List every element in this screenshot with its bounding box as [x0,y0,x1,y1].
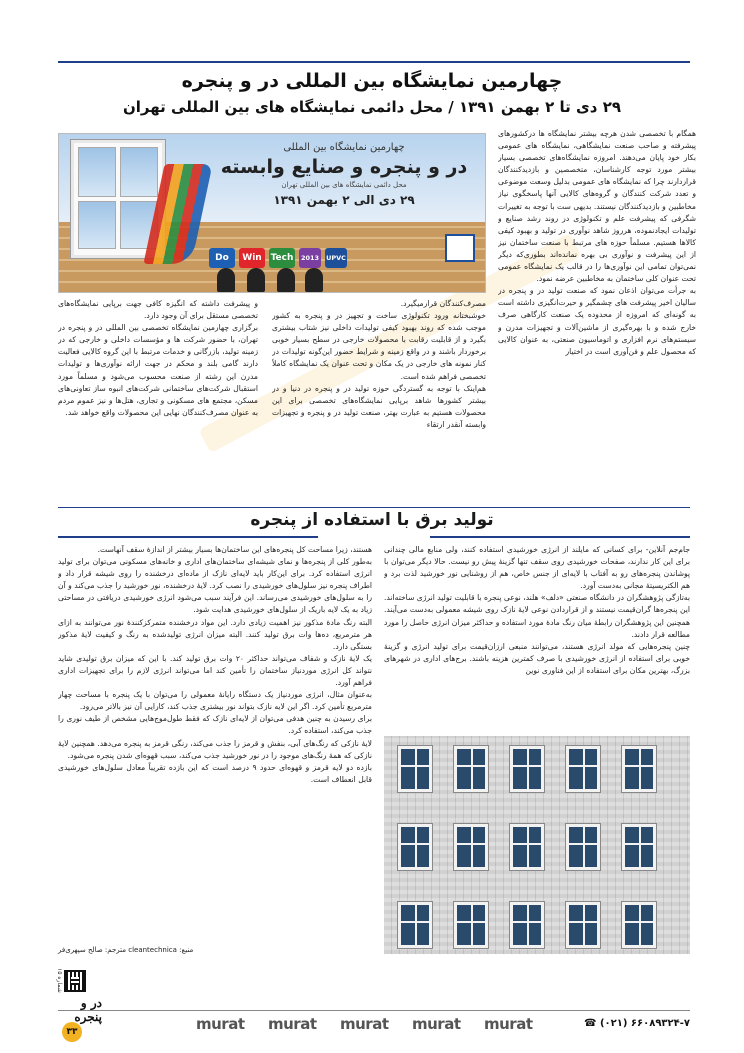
page-title: چهارمین نمایشگاه بین المللی در و پنجره [181,70,563,92]
building-window [454,902,488,948]
brand-text: murat [412,1015,461,1033]
banner-small-title: چهارمین نمایشگاه بین المللی [283,142,405,153]
qr-code-icon [64,970,86,992]
building-window [622,824,656,870]
paragraph: جام‌جم آنلاین- برای کسانی که مایلند از انرژی خورشیدی استفاده کنند، ولی منابع مالی چندانی برای این کار ندارند، صفحات خورشیدی روی سقف تنها گزینهٔ پیش رو نیست. حالا دیگر می‌توان با پوشاندن پنجره‌های رو به آفتاب با لایه‌ای از جنس خاص، هم از روشنایی نور خورشید لذت برد و هم الکتریسیتهٔ مجانی به‌دست آورد. [384,545,690,591]
building-window [510,746,544,792]
person-silhouette [305,268,323,292]
building-window [398,902,432,948]
paragraph: مصرف‌کنندگان قرارمیگیرد. [400,299,486,308]
paragraph: و پیشرفت داشته که انگیزه کافی جهت برپایی نمایشگاه‌های تخصصی مستقل برای آن وجود دارد. [58,299,258,321]
building-window [566,824,600,870]
building-window [566,746,600,792]
brand-text: murat [196,1015,245,1033]
paragraph: البته رنگ مادهٔ مذکور نیز اهمیت زیادی دارد. این مواد درخشنده متمرکزکنندهٔ نور می‌توانند به ازای هر مترمربع، ده‌ها وات برق تولید کنند. البته میزان انرژی تولیدشده به رنگ و کیفیت لایهٔ مذکور بستگی دارد. [58,617,372,651]
building-window [398,824,432,870]
article2-column-left [58,544,372,944]
banner-dates: ۲۹ دی الی ۲ بهمن ۱۳۹۱ [273,193,415,207]
paragraph: همگام با تخصصی شدن هرچه بیشتر نمایشگاه ها درکشورهای پیشرفته و صاحب صنعت نمایشگاهی، نمایشگاه های عمومی بکار خود پایان می‌دهند. امروزه نمایشگاه‌های تخصصی بسیار بیشتر مورد توجه کارشناسان، متخصصین و بازدیدکنندگان قراردارند چرا که نمایشگاه های عمومی بدلیل وسعت موضوعی و تعدد شرکت کنندگان و گروه‌های کالایی آنها پاسخگوی نیاز مخاطبین و بازدیدکنندگان نیستند. بدیهی ست با توجه به تغییرات شگرفی که پیشرفت علم و تکنولوژی در روند رشد صنایع و تولیدات ایجادنموده، هرروز شاهد نوآوری در تولید و بهبود کیفی کالاها هستیم. مسلماً حوزه های مرتبط با صنعت ساختمان نیز از این پیشرفت و نوآوری بی بهره نمانده‌اند بطوری‌که دیگر نمی‌توان تمامی این نوآوری‌ها را در قالب یک نمایشگاه عمومی تحت عنوان کلی ساختمان به مخاطبین عرضه نمود. [498,129,696,284]
brand-logo [196,1015,245,1033]
section-divider [58,507,690,508]
brand-logo [340,1015,389,1033]
window-pane [78,147,116,197]
building-window [510,824,544,870]
article2-title: تولید برق با استفاده از پنجره [250,510,494,530]
article1-column-left [58,298,258,502]
person-silhouette [247,268,265,292]
building-window [566,902,600,948]
brand-logo [268,1015,317,1033]
article1-column-right [498,128,696,502]
chip-win: Win [239,248,265,268]
magazine-name: در و پنجره [74,996,102,1024]
article1-column-center [272,298,486,502]
paragraph: لایهٔ نازکی که رنگ‌های آبی، بنفش و قرمز را جذب می‌کند، رنگی قرمز به پنجره می‌دهد. همچنین لایهٔ نازکی که همهٔ رنگ‌های موجود را در نور خورشید جذب می‌کند، سبب قهوه‌ای شدن پنجره می‌شود. [58,738,372,760]
building-facade-photo [384,736,690,954]
chip-year: 2013 [299,248,321,268]
banner-venue: محل دائمی نمایشگاه های بین المللی تهران [281,181,407,189]
building-window [510,902,544,948]
paragraph: به جرأت می‌توان اذعان نمود که صنعت تولید در و پنجره در سالیان اخیر پیشرفت های چشمگیر و حیرت‌انگیزی داشته است به گونه‌ای که امروزه از محدوده یک صنعت کارگاهی صرف خارج شده و با بهره‌گیری از ماشین‌آلات و تجهیزات مدرن و سیستم‌های نرم افزاری و اتوماسیون صنعتی، به عنوان کالایی که محصول علم و فن‌آوری است در اختیار [498,286,696,356]
brand-text: murat [268,1015,317,1033]
paragraph: به‌طور کلی از پنجره‌ها و نمای شیشه‌ای ساختمان‌های اداری و خانه‌های مسکونی می‌توان برای تولید انرژی استفاده کرد. برای این‌کار باید لایه‌ای نازک از ماده‌ای درخشنده را روی شیشه قرار داد و اطراف پنجره نیز سلول‌های خورشیدی را نصب کرد. لایهٔ درخشنده، نور خورشید را جذب می‌کند و آن را به سلول‌های خورشیدی می‌رساند. این فرآیند سبب می‌شود انرژی خورشیدی دریافتی در مساحتی زیاد به یک لایه باریک از سلول‌های خورشیدی هدایت شود. [58,557,372,615]
building-window [398,746,432,792]
paragraph: به‌عنوان مثال، انرژی موردنیاز یک دستگاه رایانهٔ معمولی را می‌توان با یک پنجره با مساحت چهار مترمربع تأمین کرد. اگر این لایه نازک بتواند نور بیشتری جذب کند، کارایی آن نیز بالاتر می‌رود. [58,690,372,712]
brand-text: murat [340,1015,389,1033]
banner-big-title: در و پنجره و صنایع وابسته [220,156,468,178]
building-window [454,824,488,870]
phone-number-right: ☎ (۰۲۱) ۶۶۰۸۹۳۲۴-۷ [584,1018,690,1029]
issue-label: شماره ۱۵ [56,968,63,993]
paragraph: خوشبختانه ورود تکنولوژی ساخت و تجهیز در و پنجره به کشور موجب شده که روند بهبود کیفی تولیدات داخلی نیز شتاب بیشتری بگیرد و از قابلیت رقابت با محصولات خارجی در سطح بسیار خوبی برخوردار باشند و در واقع زمینه و شرایط حضور این‌گونه تولیدات در کنار نمونه های خارجی در یک مکان و تحت عنوان یک نمایشگاه کاملاً تخصصی فراهم شده است. [272,311,486,381]
window-pane [78,201,116,249]
building-window [622,746,656,792]
brand-logo [484,1015,533,1033]
page-number: ۳۳ [62,1022,82,1042]
window-pane [120,147,158,197]
chip-upvc: UPVC [325,248,347,268]
paragraph: برگزاری چهارمین نمایشگاه تخصصی بین المللی در و پنجره در تهران، با حضور شرکت ها و مؤسسات داخلی و خارجی که در زمینه تولید، بازرگانی و خدمات مرتبط با این گروه کالایی فعالیت دارند گامی بلند و محکم در جهت ارائه نوآوری‌ها و تولیدات مدرن این رشته از صنعت محسوب می‌شود و مسلماً مورد استقبال شرکت‌های ساختمانی شرکت‌های انبوه ساز تعاونی‌های مسکن، مجتمع های مسکونی و تجاری، هتل‌ها و نیز عموم مردم به عنوان مصرف‌کنندگان نهایی این محصولات واقع خواهد شد. [58,323,258,417]
paragraph: هم‌اینک با توجه به گستردگی حوزه تولید در و پنجره در دنیا و در بیشتر کشورها شاهد برپایی نمایشگاه‌های تخصصی برای این محصولات هستیم به عبارت بهتر، صنعت تولید در و پنجره و تجهیزات وابسته آنقدر ارتقاء [272,383,486,429]
footer-ad-strip [52,1014,690,1040]
brand-text: murat [484,1015,533,1033]
title-underline-right [430,536,690,538]
paragraph: چنین پنجره‌هایی که مولد انرژی هستند، می‌توانند منبعی ارزان‌قیمت برای تولید انرژی و گزینهٔ خوبی برای استفاده از انرژی خورشیدی با صرف کمترین هزینه باشند. برج‌های اداری در شهرهای بزرگ، بهترین مکان برای استفاده از این فناوری نوین [384,641,690,675]
banner-text-block [219,142,469,207]
top-rule [58,61,690,63]
building-window [622,902,656,948]
chip-do: Do [209,248,235,268]
exhibition-banner-image [58,133,486,293]
article-source-credit: منبع: cleantechnica مترجم: صالح سپهری‌فر [58,946,194,954]
paragraph: یک لایهٔ نازک و شفاف می‌تواند حداکثر ۲۰ وات برق تولید کند. با این که میزان برق تولیدی شاید نتواند کل انرژی موردنیاز ساختمان را تأمین کند اما می‌تواند انرژی لازم را برای تجهیزات اداری فراهم آورد. [58,653,372,688]
article2-column-right [384,544,690,720]
person-silhouette [277,268,295,292]
building-window [454,746,488,792]
person-silhouette [217,268,235,292]
brand-logo [412,1015,461,1033]
exhibition-logo [445,234,475,262]
title-underline-left [58,536,318,538]
paragraph: برای رسیدن به چنین هدفی می‌توان از لایه‌ای نازک که فقط طول‌موج‌هایی مشخص از طیف نوری را جذب می‌کند، استفاده کرد. [58,714,372,736]
paragraph: بازده دو لایه قرمز و قهوه‌ای حدود ۹ درصد است که این بازده تقریباً معادل سلول‌های خورشیدی قابل انعطاف است. [58,762,372,784]
paragraph: هستند، زیرا مساحت کل پنجره‌های این ساختمان‌ها بسیار بیشتر از اندازهٔ سقف آنهاست. [97,545,372,554]
paragraph: به‌تازگی پژوهشگران در دانشگاه صنعتی «دلف» هلند، نوعی پنجره با قابلیت تولید انرژی ساخته‌اند. این پنجره‌ها گران‌قیمت نیستند و از قراردادن نوعی لایهٔ نازک روی شیشه معمولی به‌دست می‌آیند. همچنین این پژوهشگران رابطهٔ میان رنگ مادهٔ مورد استفاده و حداکثر میزان انرژی حاصل را مورد مطالعه قرار دادند. [384,593,690,639]
page-subtitle: ۲۹ دی تا ۲ بهمن ۱۳۹۱ / محل دائمی نمایشگاه های بین المللی تهران [122,98,621,116]
chip-tech: Tech [269,248,295,268]
footer-rule [58,1010,690,1011]
